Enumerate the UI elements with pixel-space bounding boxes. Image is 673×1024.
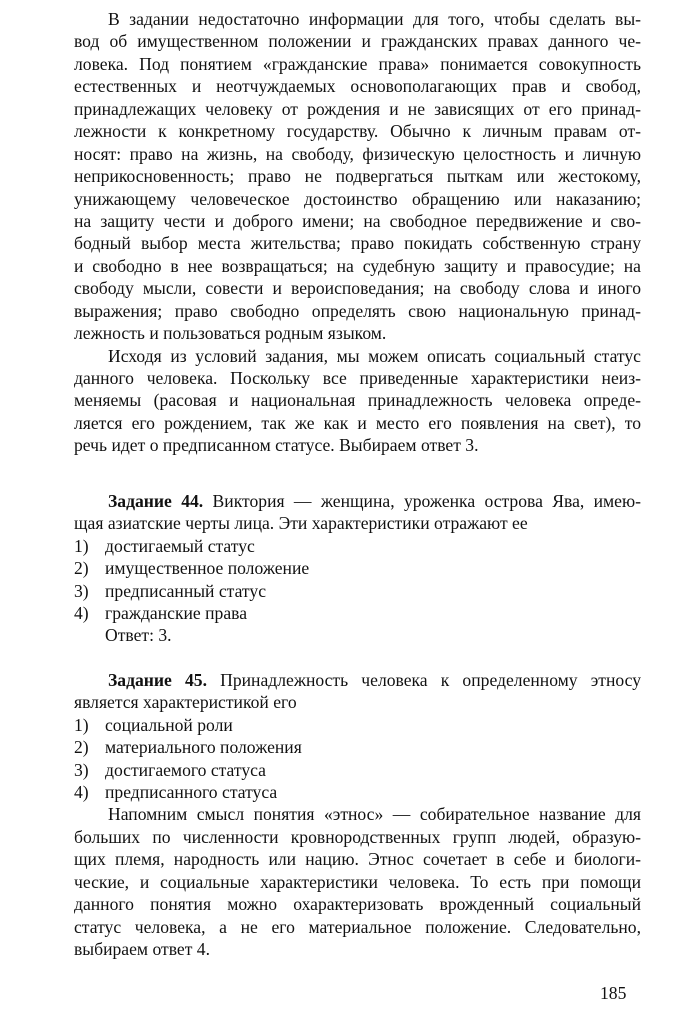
page-number: 185 xyxy=(600,983,627,1003)
option-number: 2) xyxy=(74,558,89,579)
task-45-label: Задание 45. xyxy=(108,669,207,690)
text-line: и свободно в нее возвращаться; на судебную защиту и правосудие; на xyxy=(74,255,641,276)
option-number: 3) xyxy=(74,580,89,601)
task-45-question-line: является характеристикой его xyxy=(74,692,297,713)
text-line: на защиту чести и доброго имени; на свободное передвижение и сво- xyxy=(74,210,641,231)
text-line: выражения; право свободно определять свою национальную принад- xyxy=(74,300,641,321)
task-45 xyxy=(74,669,641,961)
text-line: вод об имущественном положении и гражданских правах данного че- xyxy=(74,31,641,52)
answer-option xyxy=(74,759,641,781)
text-line: меняемы (расовая и национальная принадлежность человека опреде- xyxy=(74,390,641,411)
text-line: больших по численности кровнородственных групп людей, образую- xyxy=(74,826,641,847)
answer-option xyxy=(74,714,641,736)
task-44-question-line: Задание 44. Виктория — женщина, уроженка острова Ява, имею- xyxy=(108,490,641,511)
answer-option xyxy=(74,602,641,624)
option-number: 4) xyxy=(74,602,89,623)
option-text: социальной роли xyxy=(105,714,233,735)
page-body xyxy=(74,8,641,961)
option-number: 2) xyxy=(74,737,89,758)
task-45-explanation xyxy=(74,803,641,960)
text-line: унижающему человеческое достоинство обращению или наказанию; xyxy=(74,188,641,209)
text-line: естественных и неотчуждаемых основополагающих прав и свобод, xyxy=(74,76,641,97)
text-line: носят: право на жизнь, на свободу, физическую целостность и личную xyxy=(74,143,641,164)
task-45-options xyxy=(74,714,641,804)
text-line: ческие, и социальные характеристики человека. То есть при помощи xyxy=(74,871,641,892)
task-44-options xyxy=(74,535,641,625)
text-line: В задании недостаточно информации для того, чтобы сделать вы- xyxy=(108,9,641,29)
text-line: данного понятия можно охарактеризовать врожденный социальный xyxy=(74,894,641,915)
option-number: 1) xyxy=(74,535,89,556)
answer-option xyxy=(74,781,641,803)
text-line: ловека. Под понятием «гражданские права» понимается совокупность xyxy=(74,53,641,74)
text-line: принадлежащих человеку от рождения и не зависящих от его принад- xyxy=(74,98,641,119)
text-line: бодный выбор места жительства; право покидать собственную страну xyxy=(74,233,641,254)
option-number: 1) xyxy=(74,714,89,735)
text-line: речь идет о предписанном статусе. Выбираем ответ 3. xyxy=(74,435,479,456)
task-45-question-line: Задание 45. Принадлежность человека к определенному этносу xyxy=(108,669,641,690)
paragraph-civil-rights xyxy=(74,8,641,345)
option-text: достигаемый статус xyxy=(105,535,255,556)
text-line: свободу мысли, совести и вероисповедания; на свободу слова и иного xyxy=(74,278,641,299)
task-44 xyxy=(74,490,641,647)
option-text: гражданские права xyxy=(105,602,248,623)
text-line: неприкосновенность; право не подвергаться пыткам или жестокому, xyxy=(74,166,641,187)
option-text: достигаемого статуса xyxy=(105,759,266,780)
option-text: имущественное положение xyxy=(105,558,310,579)
text-line: данного человека. Поскольку все приведенные характеристики неиз- xyxy=(74,368,641,388)
answer-option xyxy=(74,535,641,557)
text-line: лежности к конкретному государству. Обычно к личным правам от- xyxy=(74,121,641,142)
answer-option xyxy=(74,736,641,758)
text-line: лежность и пользоваться родным языком. xyxy=(74,323,387,344)
text-line: щих племя, народность или нацию. Этнос сочетает в себе и биологи- xyxy=(74,849,641,870)
option-text: материального положения xyxy=(105,737,302,758)
text-line: статус человека, а не его материальное положение. Следовательно, xyxy=(74,916,641,937)
option-text: предписанный статус xyxy=(105,580,266,601)
text-line: Напомним смысл понятия «этнос» — собирательное название для xyxy=(108,804,641,825)
option-number: 4) xyxy=(74,782,89,802)
option-number: 3) xyxy=(74,759,89,780)
task-44-label: Задание 44. xyxy=(108,490,204,511)
text-line: ляется его рождением, так же как и место его появления на свет), то xyxy=(74,412,641,433)
answer-option xyxy=(74,580,641,602)
text-line: выбираем ответ 4. xyxy=(74,939,210,960)
answer-option xyxy=(74,557,641,579)
text-line: Исходя из условий задания, мы можем описать социальный статус xyxy=(108,345,641,366)
paragraph-social-status xyxy=(74,345,641,457)
task-44-question-line: щая азиатские черты лица. Эти характеристики отражают ее xyxy=(74,513,528,534)
option-text: предписанного статуса xyxy=(105,782,278,802)
task-44-answer: Ответ: 3. xyxy=(105,625,172,646)
